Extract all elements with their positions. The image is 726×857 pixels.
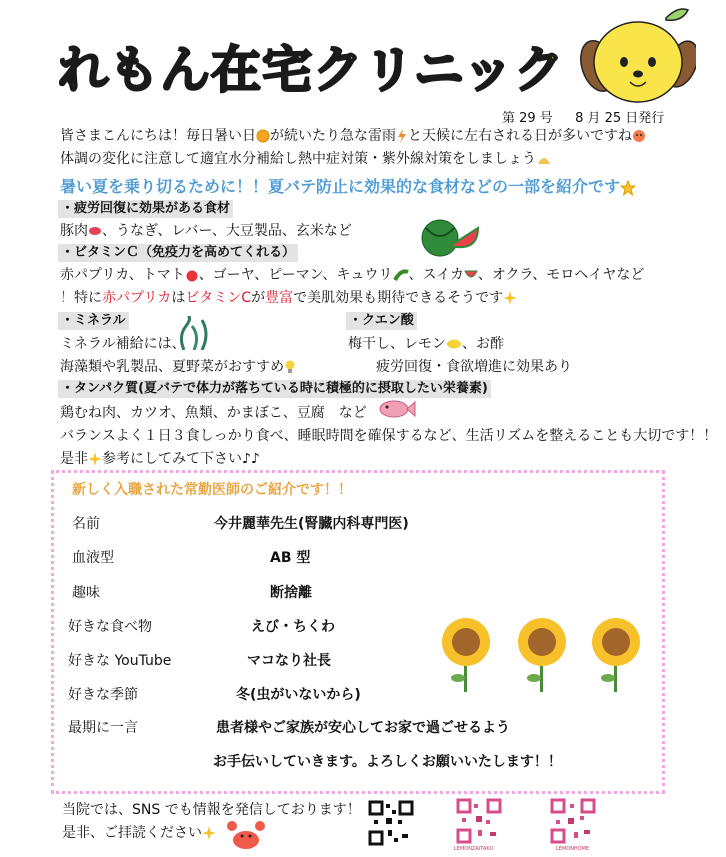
citric-text-1: [348, 334, 504, 354]
sparkle-icon: [202, 826, 216, 840]
citric-text-1-a: 梅干し、レモン: [348, 336, 446, 352]
line-qr-code-icon[interactable]: [368, 800, 414, 846]
closing-line-2: [60, 449, 260, 469]
sunflower-icon: [592, 618, 640, 692]
message-line-2: お手伝いしていきます。よろしくお願いいたします！！: [213, 754, 562, 770]
watermelon-slice-icon: [464, 269, 478, 281]
vitamin-text-c: 、スイカ: [408, 267, 464, 283]
vitamin-text-d: 、オクラ、モロヘイヤなど: [477, 267, 645, 283]
closing-line-1: バランスよく１日３食しっかり食べ、睡眠時間を確保するなど、生活リズムを整えることも大切です！！: [60, 428, 718, 444]
closing-text-b: 参考にしてみて下さい♪♪: [102, 451, 260, 467]
vitamin-note-e: が: [251, 290, 266, 306]
intro-line-1: [60, 126, 646, 146]
vitamin-text-b: 、ゴーヤ、ピーマン、キュウリ: [198, 267, 393, 283]
issue-number: 第 29 号: [502, 111, 553, 126]
exclamation-mark: ！: [60, 290, 74, 306]
row-value-hobby: 断捨離: [270, 585, 312, 601]
row-label-youtube: 好きな YouTube: [68, 653, 172, 669]
row-value-blood-type: AB 型: [270, 550, 311, 566]
issue-info: [502, 107, 664, 126]
vitamin-note-a: 特に: [74, 290, 102, 306]
protein-text: 鶏むね肉、カツオ、魚類、かまぼこ、豆腐 など: [60, 405, 367, 421]
vitamin-note: [60, 288, 517, 308]
vitamin-note-vitc: ビタミンC: [185, 290, 252, 306]
sunflowers-illustration: [436, 616, 652, 692]
intro-text-c: と天候に左右される日が多いですね: [408, 128, 632, 144]
lightbulb-icon: [284, 360, 296, 374]
fatigue-text: [60, 221, 352, 241]
sweat-icon: [536, 152, 552, 166]
sunflower-icon: [442, 618, 490, 692]
row-label-food: 好きな食べ物: [68, 619, 152, 635]
vitamin-text-a: 赤パプリカ、トマト: [60, 267, 185, 283]
crab-icon: [226, 818, 266, 852]
intro-text-a: 皆さまこんにちは！毎日暑い日: [60, 128, 256, 144]
cucumber-icon: [393, 269, 409, 282]
section-protein-title: ・タンパク質(夏バテで体力が落ちている時に積極的に摂取したい栄養素): [58, 380, 491, 398]
row-label-name: 名前: [72, 516, 100, 532]
vitamin-note-g: で美肌効果も期待できるそうです: [293, 290, 504, 306]
vitamin-note-rich: 豊富: [265, 290, 294, 306]
issue-date: 8 月 25 日発行: [575, 111, 665, 126]
row-label-message: 最期に一言: [68, 720, 138, 736]
footer-line-1: 当院では、SNS でも情報を発信しております！: [62, 802, 361, 818]
qr-caption-2: LEMONHOME: [556, 846, 590, 852]
row-value-season: 冬(虫がいないから): [236, 687, 361, 703]
section-citric-title: ・クエン酸: [346, 312, 417, 330]
lemon-mascot-icon: [578, 4, 696, 108]
mineral-text-1: ミネラル補給には、: [60, 336, 186, 352]
footer-line-2: [62, 823, 216, 843]
row-label-season: 好きな季節: [68, 687, 138, 703]
lightning-icon: [396, 129, 408, 143]
meat-icon: [88, 225, 102, 237]
headline-text: 暑い夏を乗り切るために！！夏バテ防止に効果的な食材などの一部を紹介です: [60, 177, 621, 196]
citric-text-2: 疲労回復・食欲増進に効果あり: [376, 359, 572, 375]
sunflower-icon: [518, 618, 566, 692]
intro-text-2: 体調の変化に注意して適宜水分補給し熱中症対策・紫外線対策をしましょう: [60, 151, 536, 167]
sparkle-icon: [503, 291, 517, 305]
mineral-text-2: [60, 357, 296, 377]
citric-text-1-b: 、お酢: [462, 336, 504, 352]
vitamin-text: [60, 265, 644, 285]
row-label-blood-type: 血液型: [72, 550, 114, 566]
section-fatigue-title: ・疲労回復に効果がある食材: [58, 200, 233, 218]
intro-text-b: が続いたり急な雷雨: [270, 128, 396, 144]
row-value-name: 今井麗華先生(腎臓内科専門医): [214, 516, 409, 532]
headline: [60, 174, 636, 197]
sun-icon: [256, 129, 270, 143]
sparkle-icon: [88, 452, 102, 466]
closing-text-a: 是非: [60, 451, 88, 467]
lemon-icon: [446, 338, 462, 350]
qr-caption-1: LEMONZAITAKU: [454, 846, 494, 852]
section-mineral-title: ・ミネラル: [58, 312, 129, 330]
doctor-intro-heading: 新しく入職された常勤医師のご紹介です！！: [72, 482, 352, 498]
clinic-title: れもん在宅クリニック: [58, 41, 565, 99]
star-icon: [620, 180, 636, 196]
hot-face-icon: [632, 129, 646, 143]
fish-icon: [378, 398, 416, 420]
footer-text-2: 是非、ご拝読ください: [62, 825, 202, 841]
mineral-text-2-content: 海藻類や乳製品、夏野菜がおすすめ: [60, 359, 285, 375]
section-vitamin-title: ・ビタミンＣ（免疫力を高めてくれる）: [58, 244, 298, 262]
row-label-hobby: 趣味: [72, 585, 100, 601]
intro-line-2: [60, 149, 552, 169]
instagram-qr-code-icon[interactable]: [456, 798, 502, 844]
fatigue-text-b: 、うなぎ、レバー、大豆製品、玄米など: [102, 223, 352, 239]
instagram-qr-code-icon[interactable]: [550, 798, 596, 844]
vitamin-note-c: は: [171, 290, 186, 306]
tomato-icon: [185, 269, 199, 282]
fatigue-text-a: 豚肉: [60, 223, 88, 239]
vitamin-note-paprika: 赤パプリカ: [102, 290, 172, 306]
watermelon-icon: [420, 214, 480, 258]
row-value-message: 患者様やご家族が安心してお家で過ごせるよう: [216, 720, 510, 736]
row-value-food: えび・ちくわ: [251, 619, 335, 635]
row-value-youtube: マコなり社長: [247, 653, 331, 669]
